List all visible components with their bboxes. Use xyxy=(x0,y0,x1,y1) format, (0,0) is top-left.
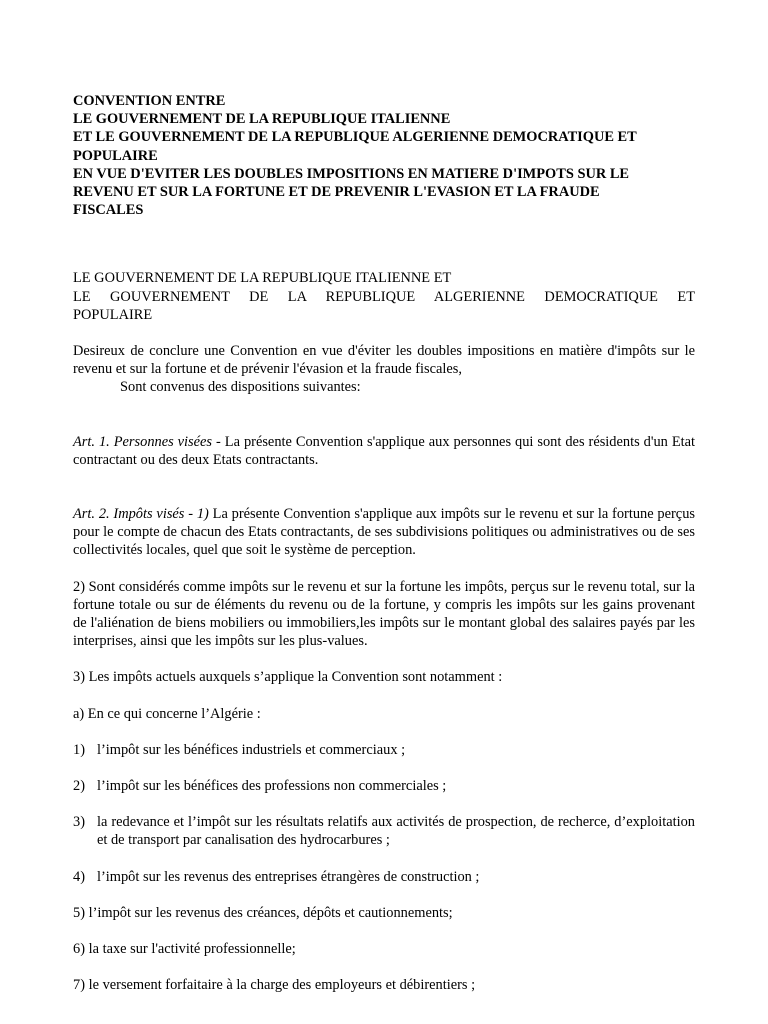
article-2-sub-a: a) En ce qui concerne l’Algérie : xyxy=(73,705,261,722)
title-line: EN VUE D'EVITER LES DOUBLES IMPOSITIONS EN MATIERE D'IMPOTS SUR LE xyxy=(73,165,630,182)
article-2-text: La présente Convention s'applique aux impôts sur le revenu et sur la fortune perçus pour le compte de chacun des Etats contractants, de ses subdivisions politiques ou administratives ou de ses collectivités locales, quel que soit le système de perception. xyxy=(73,506,695,559)
list-item xyxy=(73,868,695,886)
title-line: REVENU ET SUR LA FORTUNE ET DE PREVENIR L'EVASION ET LA FRAUDE xyxy=(73,184,600,201)
article-2-heading: Art. 2. Impôts visés - 1) xyxy=(73,506,209,523)
list-item: 5) l’impôt sur les revenus des créances, dépôts et cautionnements; xyxy=(73,904,453,921)
title-line: CONVENTION ENTRE xyxy=(73,93,226,109)
parties-line: POPULAIRE xyxy=(73,306,153,323)
list-item-number: 4) xyxy=(73,868,85,885)
document-title xyxy=(73,92,695,219)
list-item-number: 2) xyxy=(73,778,85,795)
list-item xyxy=(73,741,695,759)
title-line: FISCALES xyxy=(73,202,144,219)
article-1 xyxy=(73,433,695,469)
article-1-heading: Art. 1. Personnes visées - xyxy=(73,433,221,450)
preamble-text: Desireux de conclure une Convention en vue d'éviter les doubles impositions en matière d'impôts sur le revenu et sur la fortune et de prévenir l'évasion et la fraude fiscales, xyxy=(73,343,695,378)
article-1-text: La présente Convention s'applique aux personnes qui sont des résidents d'un Etat contractant ou des deux Etats contractants. xyxy=(73,433,695,468)
article-2-para-2: 2) Sont considérés comme impôts sur le revenu et sur la fortune les impôts, perçus sur le revenu total, sur la fortune totale ou sur de éléments du revenu ou de la fortune, y compris les impôts sur les gains provenant de l'aliénation de biens mobiliers ou immobiliers,les impôts sur le montant global des salaires payés par les interprises, ainsi que les impôts sur les plus-values. xyxy=(73,578,695,650)
list-item: 7) le versement forfaitaire à la charge des employeurs et débirentiers ; xyxy=(73,977,476,994)
article-2-para-3: 3) Les impôts actuels auxquels s’applique la Convention sont notamment : xyxy=(73,669,503,686)
parties-block xyxy=(73,269,695,324)
title-line: LE GOUVERNEMENT DE LA REPUBLIQUE ITALIENNE xyxy=(73,111,451,128)
title-line: POPULAIRE xyxy=(73,147,158,164)
parties-line: LE GOUVERNEMENT DE LA REPUBLIQUE ALGERIENNE DEMOCRATIQUE ET xyxy=(73,288,695,305)
list-item xyxy=(73,777,695,795)
list-item-number: 1) xyxy=(73,741,85,758)
list-item-text: la redevance et l’impôt sur les résultats relatifs aux activités de prospection, de recherce, d’exploitation et de transport par canalisation des hydrocarbures ; xyxy=(97,814,695,849)
list-item xyxy=(73,813,695,849)
list-item-text: l’impôt sur les revenus des entreprises étrangères de construction ; xyxy=(97,868,480,885)
preamble-agreed: Sont convenus des dispositions suivantes: xyxy=(120,379,361,396)
list-item: 6) la taxe sur l'activité professionnelle; xyxy=(73,941,296,958)
title-line: ET LE GOUVERNEMENT DE LA REPUBLIQUE ALGERIENNE DEMOCRATIQUE ET xyxy=(73,129,637,146)
list-item-text: l’impôt sur les bénéfices industriels et commerciaux ; xyxy=(97,741,406,758)
parties-line: LE GOUVERNEMENT DE LA REPUBLIQUE ITALIENNE ET xyxy=(73,270,452,287)
list-item-text: l’impôt sur les bénéfices des professions non commerciales ; xyxy=(97,778,447,795)
tax-list xyxy=(73,741,695,886)
list-item-number: 3) xyxy=(73,814,85,831)
article-2 xyxy=(73,505,695,560)
